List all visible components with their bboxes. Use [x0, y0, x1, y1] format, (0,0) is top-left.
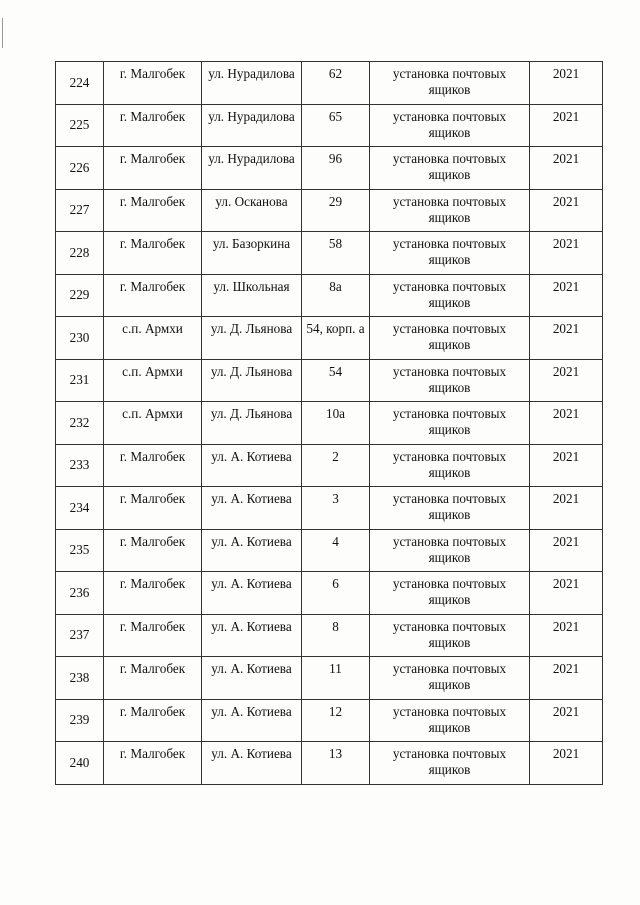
house-cell: 4 [302, 529, 370, 572]
work-type-cell: установка почтовых ящиков [370, 657, 530, 700]
house-cell: 96 [302, 147, 370, 190]
street-cell: ул. А. Котиева [202, 487, 302, 530]
scan-edge-mark [2, 18, 3, 48]
table-row [56, 614, 603, 657]
settlement-cell: г. Малгобек [104, 274, 202, 317]
work-type-cell: установка почтовых ящиков [370, 62, 530, 105]
year-cell: 2021 [530, 614, 603, 657]
work-type-cell: установка почтовых ящиков [370, 147, 530, 190]
house-cell: 2 [302, 444, 370, 487]
work-type-cell: установка почтовых ящиков [370, 274, 530, 317]
row-number-cell: 234 [56, 487, 104, 530]
table-row [56, 572, 603, 615]
table-row [56, 402, 603, 445]
settlement-cell: г. Малгобек [104, 529, 202, 572]
row-number-cell: 231 [56, 359, 104, 402]
street-cell: ул. Д. Льянова [202, 402, 302, 445]
street-cell: ул. А. Котиева [202, 572, 302, 615]
settlement-cell: г. Малгобек [104, 614, 202, 657]
row-number-cell: 232 [56, 402, 104, 445]
work-type-cell: установка почтовых ящиков [370, 444, 530, 487]
house-cell: 8а [302, 274, 370, 317]
work-type-cell: установка почтовых ящиков [370, 359, 530, 402]
settlement-cell: г. Малгобек [104, 62, 202, 105]
year-cell: 2021 [530, 699, 603, 742]
street-cell: ул. А. Котиева [202, 614, 302, 657]
settlement-cell: г. Малгобек [104, 657, 202, 700]
table-row [56, 104, 603, 147]
row-number-cell: 224 [56, 62, 104, 105]
year-cell: 2021 [530, 572, 603, 615]
street-cell: ул. Осканова [202, 189, 302, 232]
year-cell: 2021 [530, 359, 603, 402]
table-row [56, 657, 603, 700]
work-type-cell: установка почтовых ящиков [370, 742, 530, 785]
street-cell: ул. А. Котиева [202, 444, 302, 487]
house-cell: 12 [302, 699, 370, 742]
work-type-cell: установка почтовых ящиков [370, 104, 530, 147]
year-cell: 2021 [530, 189, 603, 232]
work-type-cell: установка почтовых ящиков [370, 317, 530, 360]
house-cell: 54, корп. а [302, 317, 370, 360]
work-type-cell: установка почтовых ящиков [370, 189, 530, 232]
table-row [56, 444, 603, 487]
street-cell: ул. Школьная [202, 274, 302, 317]
row-number-cell: 225 [56, 104, 104, 147]
year-cell: 2021 [530, 104, 603, 147]
year-cell: 2021 [530, 529, 603, 572]
street-cell: ул. А. Котиева [202, 657, 302, 700]
work-type-cell: установка почтовых ящиков [370, 699, 530, 742]
table-row [56, 274, 603, 317]
street-cell: ул. Д. Льянова [202, 317, 302, 360]
settlement-cell: г. Малгобек [104, 487, 202, 530]
table-row [56, 147, 603, 190]
house-cell: 54 [302, 359, 370, 402]
street-cell: ул. А. Котиева [202, 742, 302, 785]
table-row [56, 62, 603, 105]
street-cell: ул. Нурадилова [202, 147, 302, 190]
house-cell: 58 [302, 232, 370, 275]
street-cell: ул. Нурадилова [202, 104, 302, 147]
row-number-cell: 239 [56, 699, 104, 742]
records-table-body [56, 62, 603, 785]
work-type-cell: установка почтовых ящиков [370, 614, 530, 657]
table-row [56, 742, 603, 785]
work-type-cell: установка почтовых ящиков [370, 529, 530, 572]
settlement-cell: г. Малгобек [104, 189, 202, 232]
row-number-cell: 230 [56, 317, 104, 360]
year-cell: 2021 [530, 444, 603, 487]
row-number-cell: 227 [56, 189, 104, 232]
year-cell: 2021 [530, 742, 603, 785]
street-cell: ул. Базоркина [202, 232, 302, 275]
settlement-cell: г. Малгобек [104, 699, 202, 742]
street-cell: ул. Д. Льянова [202, 359, 302, 402]
house-cell: 6 [302, 572, 370, 615]
table-row [56, 189, 603, 232]
house-cell: 11 [302, 657, 370, 700]
settlement-cell: г. Малгобек [104, 444, 202, 487]
row-number-cell: 229 [56, 274, 104, 317]
street-cell: ул. А. Котиева [202, 699, 302, 742]
records-table [55, 61, 603, 785]
house-cell: 10а [302, 402, 370, 445]
table-row [56, 359, 603, 402]
settlement-cell: с.п. Армхи [104, 402, 202, 445]
work-type-cell: установка почтовых ящиков [370, 572, 530, 615]
settlement-cell: г. Малгобек [104, 104, 202, 147]
row-number-cell: 233 [56, 444, 104, 487]
work-type-cell: установка почтовых ящиков [370, 487, 530, 530]
house-cell: 62 [302, 62, 370, 105]
year-cell: 2021 [530, 62, 603, 105]
settlement-cell: г. Малгобек [104, 572, 202, 615]
settlement-cell: г. Малгобек [104, 147, 202, 190]
street-cell: ул. А. Котиева [202, 529, 302, 572]
row-number-cell: 228 [56, 232, 104, 275]
settlement-cell: с.п. Армхи [104, 317, 202, 360]
table-row [56, 487, 603, 530]
settlement-cell: г. Малгобек [104, 742, 202, 785]
house-cell: 3 [302, 487, 370, 530]
year-cell: 2021 [530, 317, 603, 360]
house-cell: 13 [302, 742, 370, 785]
year-cell: 2021 [530, 402, 603, 445]
house-cell: 65 [302, 104, 370, 147]
year-cell: 2021 [530, 147, 603, 190]
street-cell: ул. Нурадилова [202, 62, 302, 105]
settlement-cell: г. Малгобек [104, 232, 202, 275]
table-row [56, 529, 603, 572]
work-type-cell: установка почтовых ящиков [370, 402, 530, 445]
table-row [56, 699, 603, 742]
year-cell: 2021 [530, 487, 603, 530]
row-number-cell: 236 [56, 572, 104, 615]
work-type-cell: установка почтовых ящиков [370, 232, 530, 275]
table-row [56, 232, 603, 275]
row-number-cell: 240 [56, 742, 104, 785]
year-cell: 2021 [530, 232, 603, 275]
row-number-cell: 237 [56, 614, 104, 657]
row-number-cell: 226 [56, 147, 104, 190]
row-number-cell: 235 [56, 529, 104, 572]
settlement-cell: с.п. Армхи [104, 359, 202, 402]
house-cell: 8 [302, 614, 370, 657]
row-number-cell: 238 [56, 657, 104, 700]
table-row [56, 317, 603, 360]
year-cell: 2021 [530, 274, 603, 317]
year-cell: 2021 [530, 657, 603, 700]
house-cell: 29 [302, 189, 370, 232]
